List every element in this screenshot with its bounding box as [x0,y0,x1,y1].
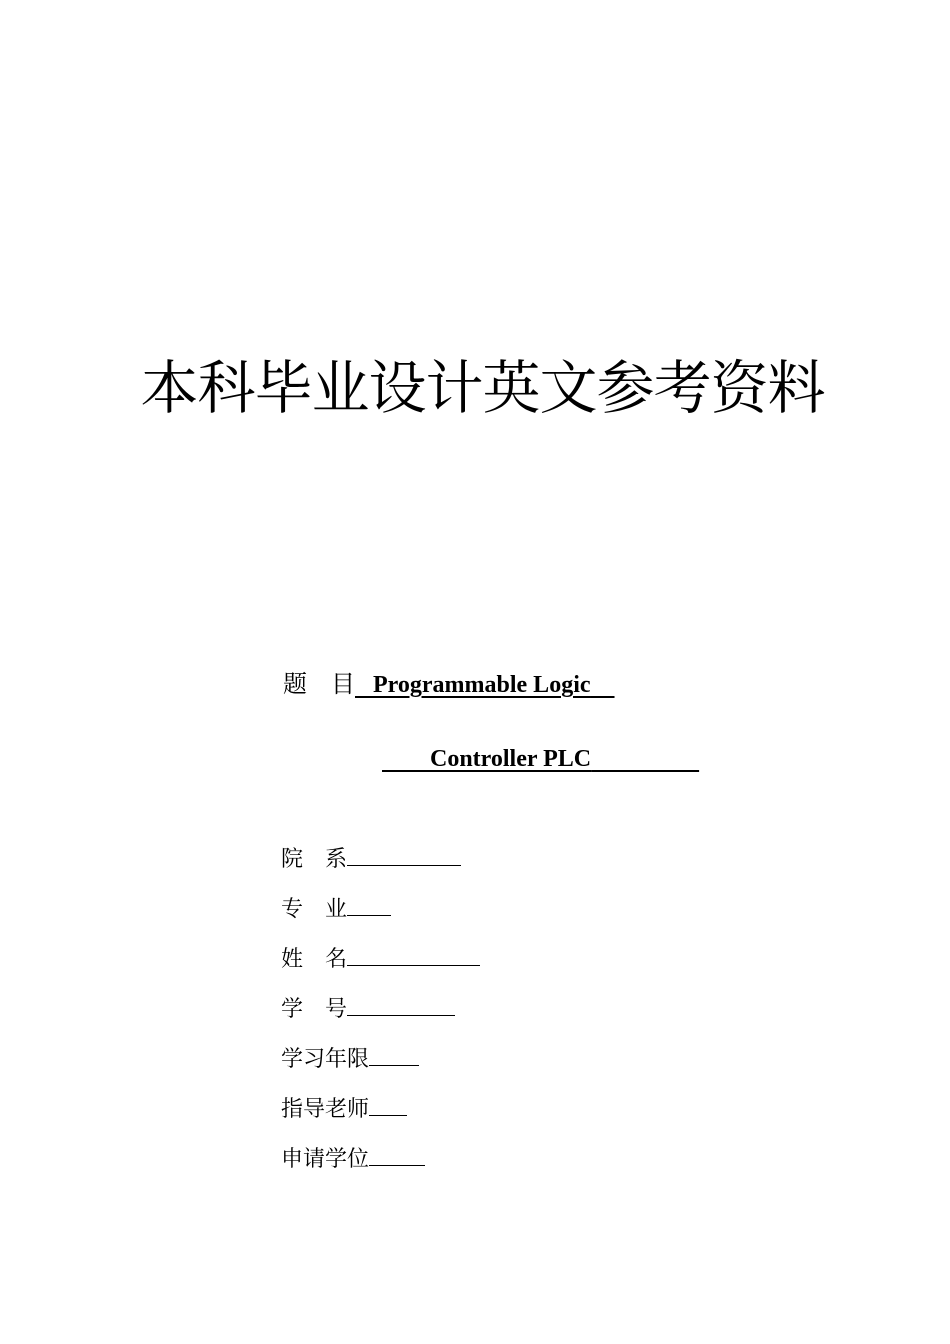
field-label: 姓 名 [281,947,348,972]
field-blank [347,843,461,866]
field-label: 指导老师 [281,1097,370,1122]
field-department [281,843,461,875]
field-blank [347,893,391,916]
topic-pad-right [591,672,615,698]
field-blank [347,943,480,966]
topic-line-1: Programmable Logic [373,672,591,698]
field-blank [347,993,455,1016]
topic-row-1 [283,669,615,700]
topic-pad-left-2 [382,746,430,772]
topic-line-2: Controller PLC [430,746,592,772]
topic-pad-left [355,672,373,698]
field-advisor [281,1093,407,1125]
field-student-id [281,993,455,1025]
field-blank [369,1093,407,1116]
field-blank [369,1043,419,1066]
document-title: 本科毕业设计英文参考资料 [140,354,825,422]
topic-label: 题 目 [283,670,355,698]
field-degree [281,1143,425,1175]
field-label: 学 号 [281,997,348,1022]
field-label: 申请学位 [281,1147,370,1172]
field-label: 学习年限 [281,1047,370,1072]
field-study-period [281,1043,419,1075]
field-major [281,893,391,925]
topic-pad-right-2 [591,746,699,772]
field-blank [369,1143,425,1166]
topic-row-2 [382,744,699,774]
field-label: 专 业 [281,897,348,922]
field-name [281,943,480,975]
field-label: 院 系 [281,847,348,872]
